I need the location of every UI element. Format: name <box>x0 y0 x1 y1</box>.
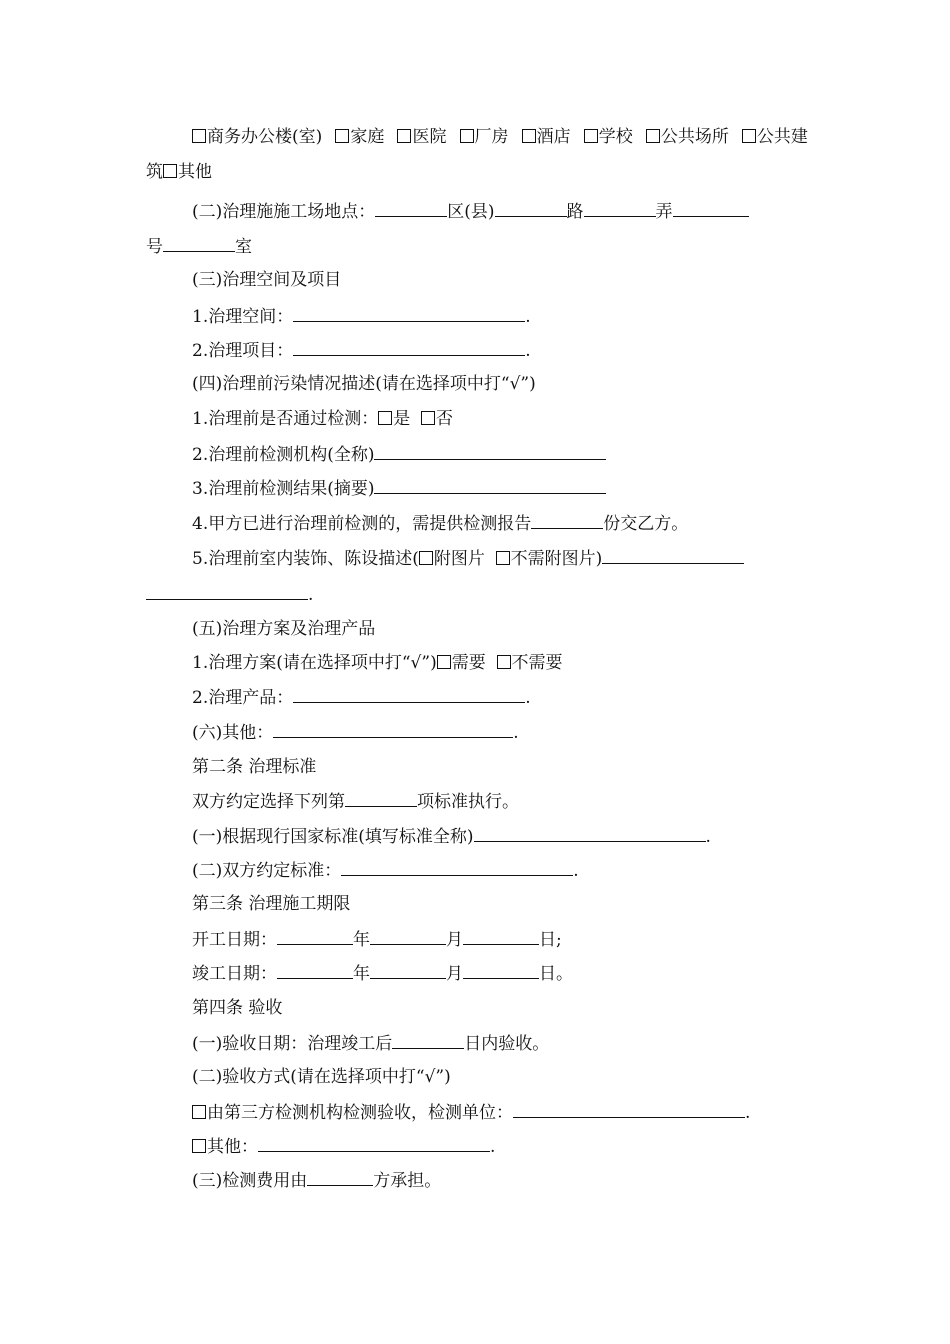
third-party-option[interactable]: 由第三方检测机构检测验收，检测单位： <box>192 1103 513 1123</box>
other-field[interactable] <box>273 720 513 738</box>
place-type-option[interactable]: 其他 <box>163 162 212 182</box>
place-type-option[interactable]: 商务办公楼(室) <box>192 125 322 149</box>
place-type-option[interactable]: 公共场所 <box>646 125 729 149</box>
checkbox-icon[interactable] <box>522 129 536 143</box>
start-date-row: 开工日期： 年 月 日; <box>192 927 808 952</box>
room-field[interactable] <box>163 234 235 252</box>
checkbox-icon[interactable] <box>378 411 392 425</box>
national-standard-field[interactable] <box>474 824 706 842</box>
report-count-field[interactable] <box>531 511 603 529</box>
checkbox-icon[interactable] <box>584 129 598 143</box>
checkbox-icon[interactable] <box>192 1105 206 1119</box>
end-month-field[interactable] <box>370 961 446 979</box>
agency-row: 2.治理前检测机构(全称) <box>192 442 808 467</box>
national-standard-row: (一)根据现行国家标准(填写标准全称) . <box>192 824 808 849</box>
tested-no-option[interactable]: 否 <box>421 409 453 429</box>
inspection-unit-field[interactable] <box>513 1100 745 1118</box>
agreed-standard-row: (二)双方约定标准： . <box>192 858 808 883</box>
place-type-row-cont: 筑 其他 <box>146 162 212 182</box>
method-other-option[interactable]: 其他： <box>192 1137 258 1157</box>
place-type-row <box>192 125 808 149</box>
place-type-option[interactable]: 学校 <box>584 125 633 149</box>
acceptance-days-field[interactable] <box>392 1031 464 1049</box>
article-title: 第二条 治理标准 <box>192 757 317 777</box>
space-row: 1.治理空间： . <box>192 304 808 329</box>
lane-field[interactable] <box>584 199 656 217</box>
section-heading: (四)治理前污染情况描述(请在选择项中打“√”) <box>192 374 536 394</box>
checkbox-icon[interactable] <box>419 551 433 565</box>
agency-field[interactable] <box>374 442 606 460</box>
checkbox-icon[interactable] <box>163 164 177 178</box>
end-year-field[interactable] <box>277 961 353 979</box>
tested-yes-option[interactable]: 是 <box>378 409 410 429</box>
checkbox-icon[interactable] <box>192 1139 206 1153</box>
decor-row-cont: . <box>146 582 808 607</box>
checkbox-icon[interactable] <box>192 129 206 143</box>
checkbox-icon[interactable] <box>437 655 451 669</box>
method-other-field[interactable] <box>258 1134 490 1152</box>
product-field[interactable] <box>293 685 525 703</box>
photo-yes-option[interactable]: 附图片 <box>419 549 485 569</box>
site-address-row-cont: 号 室 <box>146 234 808 259</box>
start-year-field[interactable] <box>277 927 353 945</box>
result-field[interactable] <box>374 476 606 494</box>
photo-no-option[interactable]: 不需附图片) <box>496 549 603 569</box>
standard-choice-row: 双方约定选择下列第 项标准执行。 <box>192 789 808 814</box>
checkbox-icon[interactable] <box>646 129 660 143</box>
fee-party-field[interactable] <box>307 1168 373 1186</box>
decor-row: 5.治理前室内装饰、陈设描述( 附图片 不需附图片) <box>192 546 808 571</box>
section-heading: (二)验收方式(请在选择项中打“√”) <box>192 1067 451 1087</box>
checkbox-icon[interactable] <box>460 129 474 143</box>
decor-field-cont[interactable] <box>146 582 308 600</box>
place-type-option[interactable]: 公共建 <box>742 125 808 149</box>
fee-row: (三)检测费用由 方承担。 <box>192 1168 808 1193</box>
acceptance-date-row: (一)验收日期：治理竣工后 日内验收。 <box>192 1031 808 1056</box>
product-row: 2.治理产品： . <box>192 685 808 710</box>
place-type-option[interactable]: 家庭 <box>335 125 384 149</box>
checkbox-icon[interactable] <box>497 655 511 669</box>
article-title: 第三条 治理施工期限 <box>192 894 351 914</box>
agreed-standard-field[interactable] <box>341 858 573 876</box>
tested-row: 1.治理前是否通过检测： 是 否 <box>192 409 454 429</box>
number-field[interactable] <box>673 199 749 217</box>
report-row: 4.甲方已进行治理前检测的，需提供检测报告 份交乙方。 <box>192 511 808 536</box>
items-row: 2.治理项目： . <box>192 338 808 363</box>
checkbox-icon[interactable] <box>742 129 756 143</box>
result-row: 3.治理前检测结果(摘要) <box>192 476 808 501</box>
checkbox-icon[interactable] <box>496 551 510 565</box>
checkbox-icon[interactable] <box>397 129 411 143</box>
plan-row: 1.治理方案(请在选择项中打“√”) 需要 不需要 <box>192 653 563 673</box>
decor-field[interactable] <box>602 546 744 564</box>
site-address-row: (二)治理施施工场地点： 区(县) 路 弄 <box>192 199 808 224</box>
checkbox-icon[interactable] <box>421 411 435 425</box>
plan-no-need-option[interactable]: 不需要 <box>497 653 563 673</box>
district-field[interactable] <box>375 199 447 217</box>
items-field[interactable] <box>293 338 525 356</box>
end-date-row: 竣工日期： 年 月 日。 <box>192 961 808 986</box>
road-field[interactable] <box>495 199 567 217</box>
section-heading: (五)治理方案及治理产品 <box>192 619 376 639</box>
space-field[interactable] <box>293 304 525 322</box>
start-month-field[interactable] <box>370 927 446 945</box>
article-title: 第四条 验收 <box>192 998 283 1018</box>
section-heading: (三)治理空间及项目 <box>192 270 342 290</box>
end-day-field[interactable] <box>463 961 539 979</box>
standard-choice-field[interactable] <box>345 789 417 807</box>
other-row: (六)其他： . <box>192 720 808 745</box>
plan-need-option[interactable]: 需要 <box>437 653 486 673</box>
start-day-field[interactable] <box>463 927 539 945</box>
place-type-option[interactable]: 厂房 <box>460 125 509 149</box>
place-type-option[interactable]: 医院 <box>397 125 446 149</box>
third-party-row: 由第三方检测机构检测验收，检测单位： . <box>192 1100 808 1125</box>
method-other-row: 其他： . <box>192 1134 808 1159</box>
place-type-option[interactable]: 酒店 <box>522 125 571 149</box>
checkbox-icon[interactable] <box>335 129 349 143</box>
